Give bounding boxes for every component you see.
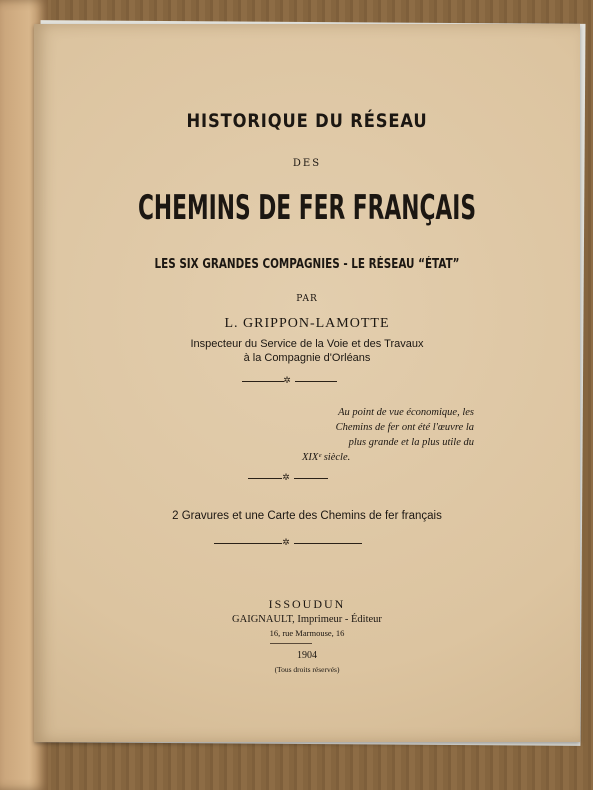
epigraph-line: Au point de vue économique, les	[338, 407, 474, 418]
imprint-address: 16, rue Marmouse, 16	[269, 628, 345, 638]
title-page	[34, 24, 580, 742]
divider-right	[294, 543, 362, 544]
divider-left	[214, 543, 282, 544]
subtitle: LES SIX GRANDES COMPAGNIES - LE RÉSEAU “ÉTAT”	[154, 257, 460, 272]
imprint-publisher: GAIGNAULT, Imprimeur - Éditeur	[232, 614, 382, 625]
divider-right	[294, 478, 328, 479]
illustrations-note: 2 Gravures et une Carte des Chemins de fer français	[172, 510, 442, 522]
divider-left	[248, 478, 282, 479]
epigraph	[296, 405, 474, 465]
title-line-2: DES	[292, 158, 322, 169]
epigraph-line: XIXᵉ siècle.	[302, 452, 351, 463]
epigraph-line: plus grande et la plus utile du	[348, 437, 474, 448]
imprint-divider	[270, 643, 312, 644]
imprint-year: 1904	[297, 650, 317, 661]
author-name: L. GRIPPON-LAMOTTE	[224, 316, 390, 331]
author-role-2: à la Compagnie d'Orléans	[243, 352, 371, 364]
ornament-icon: ✲	[282, 538, 290, 548]
imprint-rights: (Tous droits réservés)	[274, 665, 340, 674]
divider-left	[242, 381, 284, 382]
epigraph-line: Chemins de fer ont été l'œuvre la	[335, 422, 474, 433]
title-line-1: HISTORIQUE DU RÉSEAU	[186, 110, 428, 132]
imprint-city: ISSOUDUN	[268, 597, 346, 611]
divider-right	[295, 381, 337, 382]
ornament-icon: ✲	[283, 376, 291, 386]
main-title: CHEMINS DE FER FRANÇAIS	[137, 188, 477, 228]
par-label: PAR	[296, 294, 318, 304]
ornament-icon: ✲	[282, 473, 290, 483]
author-role-1: Inspecteur du Service de la Voie et des Travaux	[190, 338, 424, 350]
